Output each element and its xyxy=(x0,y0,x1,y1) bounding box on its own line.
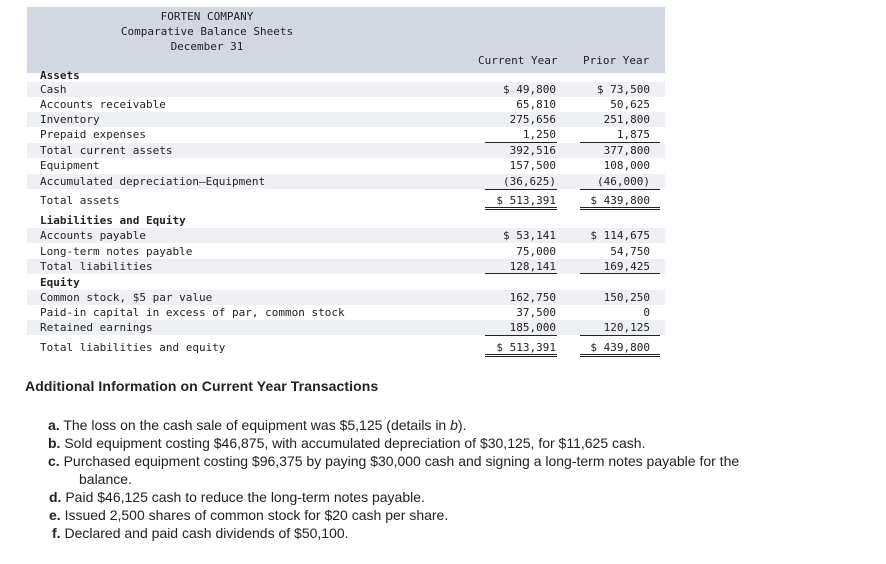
underline xyxy=(485,335,557,336)
current-year-value: 1,250 xyxy=(522,128,556,141)
row-label: Accumulated depreciation—Equipment xyxy=(40,175,266,188)
current-year-value: 162,750 xyxy=(509,291,556,304)
underline xyxy=(485,189,557,190)
table-row xyxy=(27,193,665,208)
table-row xyxy=(27,244,665,259)
balance-sheet-table xyxy=(27,7,665,359)
row-label: Retained earnings xyxy=(40,321,153,334)
table-row xyxy=(27,290,665,305)
prior-year-value: 169,425 xyxy=(603,260,650,273)
table-row xyxy=(27,82,665,97)
row-label: Accounts payable xyxy=(40,229,146,242)
current-year-value: 37,500 xyxy=(516,306,556,319)
table-row xyxy=(27,97,665,112)
note-text: Declared and paid cash dividends of $50,100. xyxy=(64,525,349,541)
row-label: Common stock, $5 par value xyxy=(40,291,213,304)
prior-year-value: 54,750 xyxy=(610,245,650,258)
note-item xyxy=(48,506,848,524)
note-text: Purchased equipment costing $96,375 by paying $30,000 cash and signing a long-term notes payable for the xyxy=(63,453,740,469)
table-row xyxy=(27,340,665,355)
table-row xyxy=(27,305,665,320)
table-row xyxy=(27,127,665,142)
row-label: Total current assets xyxy=(40,144,173,157)
table-row xyxy=(27,275,665,290)
row-label: Equipment xyxy=(40,159,100,172)
row-label: Prepaid expenses xyxy=(40,128,146,141)
table-row xyxy=(27,112,665,127)
column-header-current-year: Current Year xyxy=(478,54,558,67)
row-label: Inventory xyxy=(40,113,100,126)
prior-year-value: 50,625 xyxy=(610,98,650,111)
underline xyxy=(580,273,660,274)
note-item xyxy=(48,434,848,452)
note-item xyxy=(48,452,848,488)
row-label: Total assets xyxy=(40,194,120,207)
note-emphasis: b xyxy=(450,417,458,433)
double-underline xyxy=(580,354,660,357)
note-continuation: balance. xyxy=(79,471,132,487)
current-year-value: $ 49,800 xyxy=(503,83,556,96)
note-text: Paid $46,125 cash to reduce the long-term notes payable. xyxy=(65,489,425,505)
row-label: Total liabilities and equity xyxy=(40,341,226,354)
current-year-value: 185,000 xyxy=(509,321,556,334)
current-year-value: 275,656 xyxy=(509,113,556,126)
row-label: Total liabilities xyxy=(40,260,153,273)
prior-year-value: $ 439,800 xyxy=(590,341,650,354)
row-label: Accounts receivable xyxy=(40,98,166,111)
current-year-value: 392,516 xyxy=(509,144,556,157)
underline xyxy=(485,142,557,143)
current-year-value: 128,141 xyxy=(509,260,556,273)
prior-year-value: $ 114,675 xyxy=(590,229,650,242)
prior-year-value: 108,000 xyxy=(603,159,650,172)
prior-year-value: 120,125 xyxy=(603,321,650,334)
row-label: Liabilities and Equity xyxy=(40,214,186,227)
current-year-value: $ 53,141 xyxy=(503,229,556,242)
underline xyxy=(485,273,557,274)
row-label: Long-term notes payable xyxy=(40,245,193,258)
note-item xyxy=(48,524,848,542)
prior-year-value: 150,250 xyxy=(603,291,650,304)
prior-year-value: (46,000) xyxy=(597,175,650,188)
prior-year-value: $ 73,500 xyxy=(597,83,650,96)
company-name: FORTEN COMPANY xyxy=(160,10,254,23)
row-label: Paid-in capital in excess of par, common stock xyxy=(40,306,345,319)
row-label: Assets xyxy=(40,69,80,82)
prior-year-value: 1,875 xyxy=(616,128,650,141)
row-label: Equity xyxy=(40,276,80,289)
table-row xyxy=(27,68,665,83)
prior-year-value: 377,800 xyxy=(603,144,650,157)
note-letter: b. xyxy=(48,435,61,451)
sheet-date: December 31 xyxy=(170,40,244,53)
column-header-prior-year: Prior Year xyxy=(583,54,650,67)
table-row xyxy=(27,259,665,274)
note-text: Sold equipment costing $46,875, with accumulated depreciation of $30,125, for $11,625 cash. xyxy=(64,435,646,451)
sheet-subtitle: Comparative Balance Sheets xyxy=(120,25,294,38)
current-year-value: 157,500 xyxy=(509,159,556,172)
current-year-value: $ 513,391 xyxy=(496,341,556,354)
prior-year-value: $ 439,800 xyxy=(590,194,650,207)
note-item xyxy=(48,416,848,434)
double-underline xyxy=(485,207,557,210)
table-row xyxy=(27,158,665,173)
double-underline xyxy=(580,207,660,210)
note-item xyxy=(48,488,848,506)
underline xyxy=(580,335,660,336)
current-year-value: (36,625) xyxy=(503,175,556,188)
underline xyxy=(580,142,660,143)
additional-info-title: Additional Information on Current Year Transactions xyxy=(25,378,379,394)
double-underline xyxy=(485,354,557,357)
underline xyxy=(580,189,660,190)
note-letter: a. xyxy=(48,417,60,433)
note-letter: f. xyxy=(52,525,61,541)
current-year-value: 75,000 xyxy=(516,245,556,258)
table-row xyxy=(27,174,665,189)
table-row xyxy=(27,320,665,335)
row-label: Cash xyxy=(40,83,67,96)
note-letter: d. xyxy=(49,489,62,505)
current-year-value: 65,810 xyxy=(516,98,556,111)
table-row xyxy=(27,143,665,158)
prior-year-value: 0 xyxy=(643,306,650,319)
note-letter: c. xyxy=(48,453,60,469)
table-row xyxy=(27,228,665,243)
current-year-value: $ 513,391 xyxy=(496,194,556,207)
note-tail: ). xyxy=(457,417,467,433)
note-text: The loss on the cash sale of equipment was $5,125 (details in xyxy=(63,417,451,433)
note-letter: e. xyxy=(49,507,61,523)
prior-year-value: 251,800 xyxy=(603,113,650,126)
note-text: Issued 2,500 shares of common stock for $20 cash per share. xyxy=(64,507,449,523)
table-row xyxy=(27,213,665,228)
additional-info-list xyxy=(48,416,848,542)
